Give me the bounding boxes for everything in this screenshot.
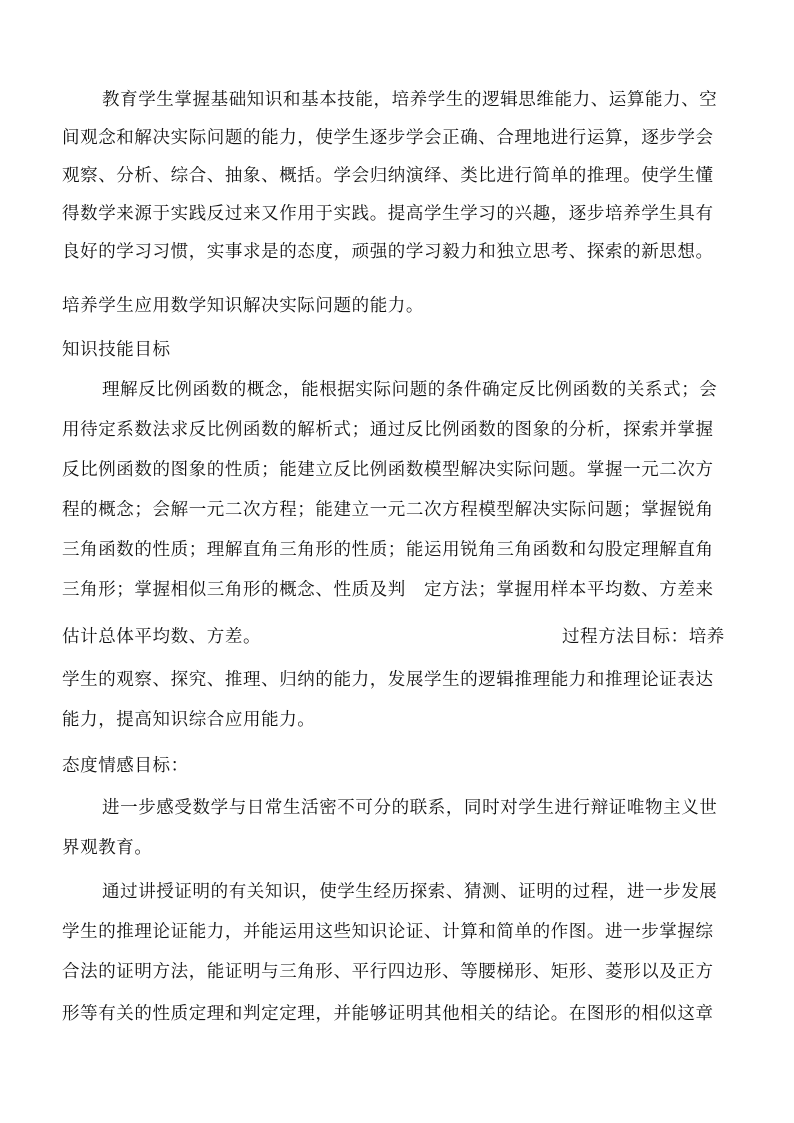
- paragraph-line: 反比例函数的图象的性质；能建立反比例函数模型解决实际问题。掌握一元二次方: [62, 460, 714, 480]
- paragraph-line: 估计总体平均数、方差。: [62, 627, 262, 647]
- paragraph-line: 合法的证明方法，能证明与三角形、平行四边形、等腰梯形、矩形、菱形以及正方: [62, 962, 714, 982]
- paragraph-line: 程的概念；会解一元二次方程；能建立一元二次方程模型解决实际问题；掌握锐角: [62, 500, 714, 520]
- paragraph-line: 界观教育。: [62, 838, 153, 858]
- section-heading-inline: 过程方法目标：培养: [562, 627, 725, 647]
- paragraph-line: 间观念和解决实际问题的能力，使学生逐步学会正确、合理地进行运算，逐步学会: [62, 128, 714, 148]
- paragraph-line: 形等有关的性质定理和判定定理，并能够证明其他相关的结论。在图形的相似这章: [62, 1004, 714, 1024]
- paragraph-line: 良好的学习习惯，实事求是的态度，顽强的学习毅力和独立思考、探索的新思想。: [62, 242, 714, 262]
- paragraph-line: 得数学来源于实践反过来又作用于实践。提高学生学习的兴趣，逐步培养学生具有: [62, 204, 714, 224]
- section-heading: 知识技能目标: [62, 340, 171, 360]
- section-heading: 态度情感目标：: [62, 756, 189, 776]
- paragraph-line: 学生的推理论证能力，并能运用这些知识论证、计算和简单的作图。进一步掌握综: [62, 922, 714, 942]
- paragraph-line: 进一步感受数学与日常生活密不可分的联系，同时对学生进行辩证唯物主义世: [102, 798, 718, 818]
- paragraph-line: 教育学生掌握基础知识和基本技能，培养学生的逻辑思维能力、运算能力、空: [102, 90, 718, 110]
- paragraph-line: 通过讲授证明的有关知识，使学生经历探索、猜测、证明的过程，进一步发展: [102, 882, 718, 902]
- paragraph-line: 培养学生应用数学知识解决实际问题的能力。: [62, 296, 424, 316]
- paragraph-line: 三角函数的性质；理解直角三角形的性质；能运用锐角三角函数和勾股定理解直角: [62, 540, 714, 560]
- paragraph-line: 用待定系数法求反比例函数的解析式；通过反比例函数的图象的分析，探索并掌握: [62, 420, 714, 440]
- paragraph-line: 能力，提高知识综合应用能力。: [62, 710, 316, 730]
- paragraph-line: 学生的观察、探究、推理、归纳的能力，发展学生的逻辑推理能力和推理论证表达: [62, 670, 714, 690]
- paragraph-line: 理解反比例函数的概念，能根据实际问题的条件确定反比例函数的关系式；会: [102, 380, 718, 400]
- paragraph-line: 观察、分析、综合、抽象、概括。学会归纳演绎、类比进行简单的推理。使学生懂: [62, 166, 714, 186]
- paragraph-line: 三角形；掌握相似三角形的概念、性质及判 定方法；掌握用样本平均数、方差来: [62, 580, 714, 600]
